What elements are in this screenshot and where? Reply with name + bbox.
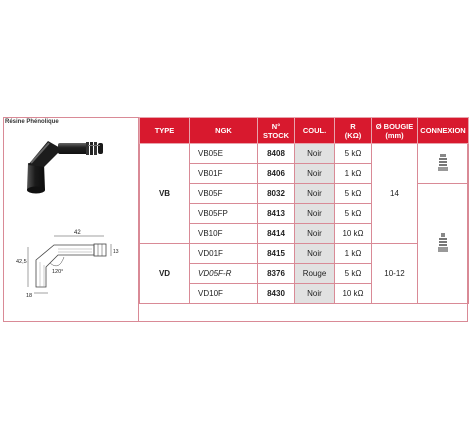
dimension-drawing [14, 225, 126, 305]
col-bougie: Ø BOUGIE (mm) [372, 118, 418, 144]
color-cell: Rouge [295, 264, 335, 284]
connexion-cell [418, 184, 469, 304]
stock-cell: 8376 [258, 264, 295, 284]
resistance-cell: 1 kΩ [335, 244, 372, 264]
col-ngk: NGK [190, 118, 258, 144]
dim-left-text: 42,5 [16, 259, 27, 265]
color-cell: Noir [295, 184, 335, 204]
dim-side-text: 13 [113, 249, 119, 255]
type-cell: VD [140, 244, 190, 304]
stock-cell: 8408 [258, 144, 295, 164]
resistance-cell: 5 kΩ [335, 264, 372, 284]
ngk-cell: VB10F [190, 224, 258, 244]
col-type: TYPE [140, 118, 190, 144]
stock-cell: 8415 [258, 244, 295, 264]
dim-angle-text: 120° [52, 269, 64, 275]
type-cell: VB [140, 144, 190, 244]
color-cell: Noir [295, 164, 335, 184]
stock-cell: 8414 [258, 224, 295, 244]
col-coul: COUL. [295, 118, 335, 144]
resistance-cell: 5 kΩ [335, 184, 372, 204]
ngk-cell: VB05FP [190, 204, 258, 224]
stock-cell: 8413 [258, 204, 295, 224]
resistance-cell: 5 kΩ [335, 144, 372, 164]
bougie-cell: 14 [372, 144, 418, 244]
stock-cell: 8032 [258, 184, 295, 204]
dim-top-text: 42 [74, 230, 81, 236]
col-connexion: CONNEXION [418, 118, 469, 144]
table-row [140, 184, 469, 204]
stock-cell: 8430 [258, 284, 295, 304]
material-label: Résine Phénolique [5, 119, 59, 125]
color-cell: Noir [295, 204, 335, 224]
header-row [140, 118, 469, 144]
color-cell: Noir [295, 244, 335, 264]
ngk-cell: VB01F [190, 164, 258, 184]
dim-bottom-text: 18 [26, 293, 33, 299]
spark-plug-cap-photo [14, 133, 119, 203]
color-cell: Noir [295, 144, 335, 164]
ngk-cell: VB05F [190, 184, 258, 204]
pin-connector-icon [437, 232, 449, 254]
stock-cell: 8406 [258, 164, 295, 184]
color-cell: Noir [295, 224, 335, 244]
col-stock: N° STOCK [258, 118, 295, 144]
table-row [140, 144, 469, 164]
connexion-cell [418, 144, 469, 184]
resistance-cell: 1 kΩ [335, 164, 372, 184]
col-resistance: R (KΩ) [335, 118, 372, 144]
resistance-cell: 5 kΩ [335, 204, 372, 224]
ngk-cell: VD10F [190, 284, 258, 304]
ngk-cell: VB05E [190, 144, 258, 164]
bougie-cell: 10-12 [372, 244, 418, 304]
spec-table [139, 117, 469, 304]
resistance-cell: 10 kΩ [335, 224, 372, 244]
screw-connector-icon [437, 153, 449, 173]
ngk-cell: VD05F-R [190, 264, 258, 284]
color-cell: Noir [295, 284, 335, 304]
ngk-cell: VD01F [190, 244, 258, 264]
resistance-cell: 10 kΩ [335, 284, 372, 304]
